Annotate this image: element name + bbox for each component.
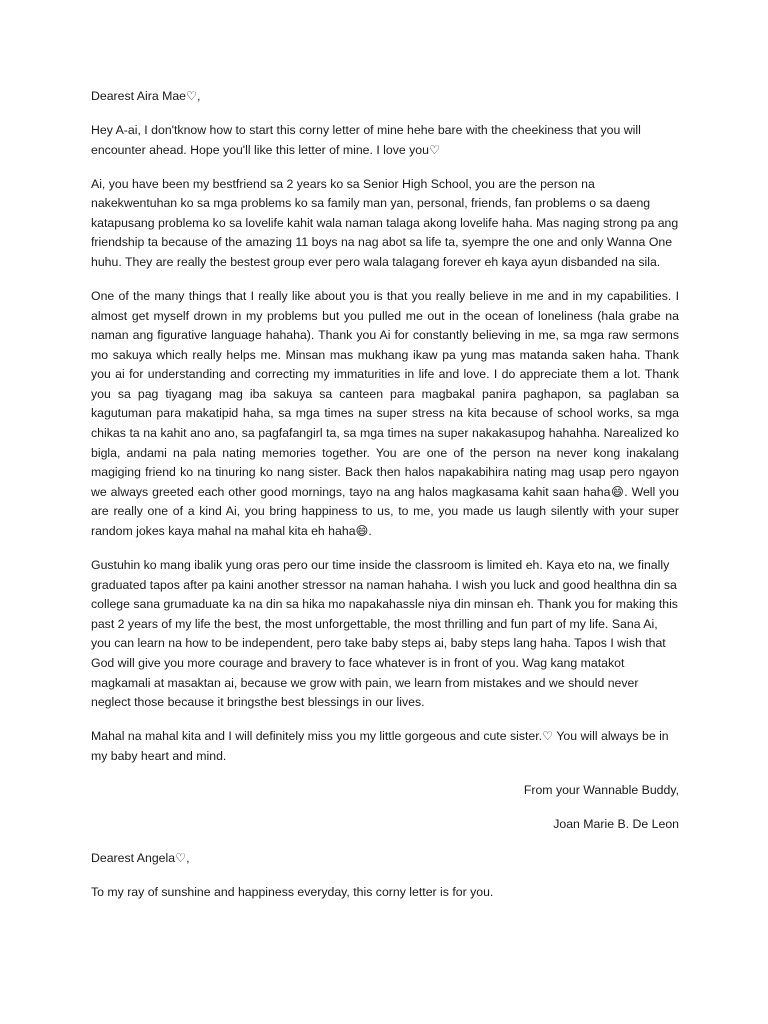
letter1-signature: Joan Marie B. De Leon [553,816,679,831]
letter1-closing: From your Wannable Buddy, [523,782,679,797]
letter2-paragraph-1: To my ray of sunshine and happiness everyday, this corny letter is for you. [91,884,494,899]
letter1-paragraph-2: Ai, you have been my bestfriend sa 2 years ko sa Senior High School, you are the person na nakekwentuhan ko sa mga problems ko sa family man yan, personal, friends, fan problems o sa daeng katapusang problema ko sa lovelife kahit wala naman talaga akong lovelife haha. Mas naging strong pa ang friendship ta because of the amazing 11 boys na nag abot sa life ta, syempre the one and only Wanna One huhu. They are really the bestest group ever pero wala talagang forever eh kaya ayun disbanded na sila. [91,176,679,269]
letter1-paragraph-3: One of the many things that I really like about you is that you really believe in me and in my capabilities. I almost get myself drown in my problems but you pulled me out in the ocean of loneliness (hala grabe na naman ang figurative language hahaha). Thank you Ai for constantly believing in me, sa mga raw sermons mo sakuya which really helps me. Minsan mas mukhang ikaw pa yung mas matanda saken haha. Thank you ai for understanding and correcting my immaturities in life and love. I do appreciate them a lot. Thank you sa pag tiyagang mag iba sakuya sa canteen para magbakal panira paghapon, sa paglaban sa kagutuman para makatipid haha, sa mga times na super stress na kita because of school works, sa mga chikas ta na kahit ano ano, sa pagfafangirl ta, sa mga times na super nakakasupog hahahha. Narealized ko bigla, andami na pala nating memories together. You are one of the person na never kong inakalang magiging friend ko na tinuring ko nang sister. Back then halos napakabihira nating mag usap pero ngayon we always greeted each other good mornings, tayo na ang halos magkasama kahit saan hahа😄. Well you are really one of a kind Ai, you bring happiness to us, to me, you made us laugh silently with your super random jokes kaya mahal na mahal kita eh hahа😄. [91,288,679,539]
letter2-salutation: Dearest Angela♡, [91,850,190,865]
letter1-paragraph-1: Hey A-ai, I don'tknow how to start this corny letter of mine hehe bare with the cheekiness that you will encounter ahead. Hope you'll like this letter of mine. I love you♡ [91,122,641,157]
letter-body [91,87,679,917]
letter1-paragraph-5: Mahal na mahal kita and I will definitely miss you my little gorgeous and cute sister.♡ You will always be in my baby heart and mind. [91,729,669,763]
letter1-paragraph-4: Gustuhin ko mang ibalik yung oras pero our time inside the classroom is limited eh. Kaya eto na, we finally graduated tapos after pa kaini another stressor na naman hahaha. I wish you luck and good healthna din sa college sana grumaduate ka na din sa hika mo napakahassle niya din minsan eh. Thank you for making this past 2 years of my life the best, the most unforgettable, the most thrilling and fun part of my life. Sana Ai, you can learn na how to be independent, pero take baby steps ai, baby steps lang haha. Tapos I wish that God will give you more courage and bravery to face whatever is in front of you. Wag kang matakot magkamali at masaktan ai, because we grow with pain, we learn from mistakes and we should never neglect those because it bringsthe best blessings in our lives. [91,558,678,710]
letter1-salutation: Dearest Aira Mae♡, [91,89,201,103]
